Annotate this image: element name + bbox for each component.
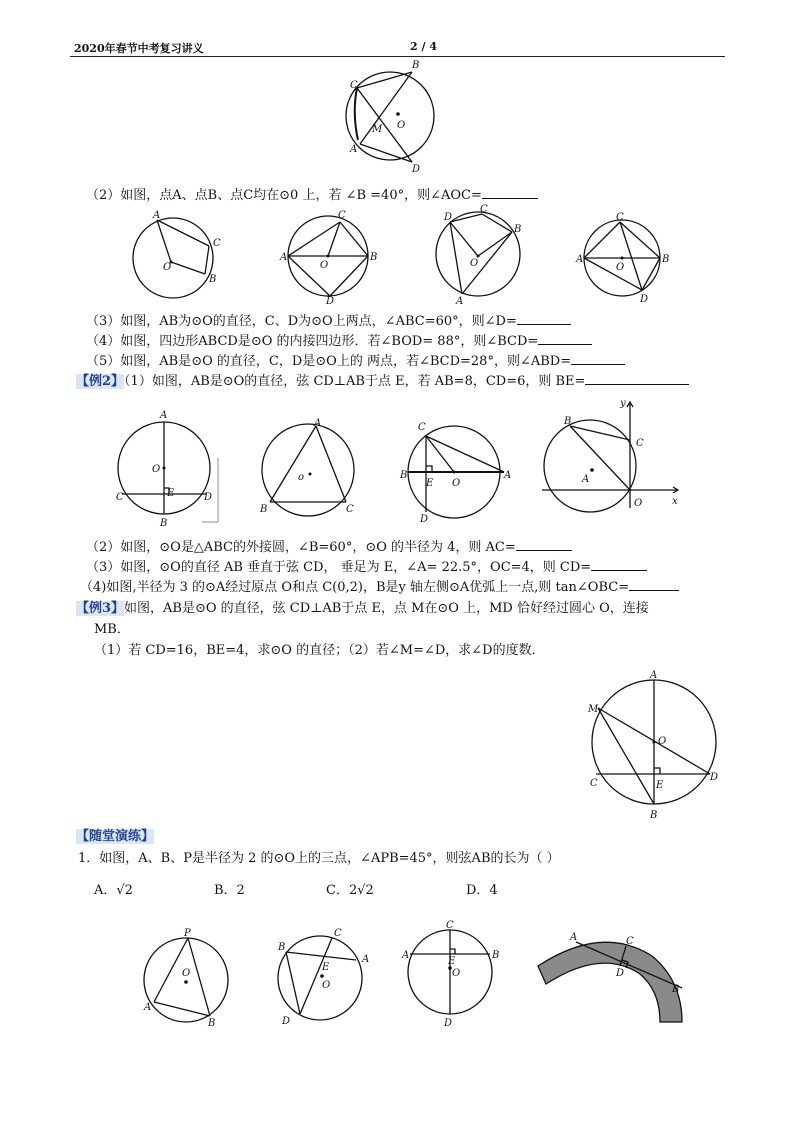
question-3: [86, 312, 571, 331]
label-o: O: [322, 980, 331, 991]
header-page-number: 2 / 4: [410, 40, 437, 53]
label-o: O: [163, 262, 172, 273]
label-c: C: [338, 210, 346, 221]
label-b: B: [278, 942, 286, 953]
example-2-q3-text: （3）如图，⊙O的直径 AB 垂直于弦 CD， 垂足为 E，∠A= 22.5°，OC=4，则 CD=: [86, 560, 592, 575]
figure-ex2-4: [540, 396, 690, 516]
question-5-text: （5）如图，AB是⊙O 的直径，C，D是⊙O上的 两点，若∠BCD=28°，则∠ABD=: [86, 354, 572, 369]
option-d[interactable]: D．4: [466, 883, 498, 898]
label-d: D: [444, 1018, 453, 1029]
label-o: O: [616, 262, 625, 273]
label-d: D: [282, 1016, 291, 1027]
figure-ex2-1: [112, 408, 222, 528]
label-o: O: [397, 120, 406, 131]
label-c: C: [418, 422, 426, 433]
example-2-q1: [76, 372, 689, 391]
label-o: o: [298, 472, 305, 483]
label-o: O: [634, 498, 643, 509]
label-x: x: [672, 496, 678, 507]
label-o: O: [658, 736, 667, 747]
figure-row1-1: [125, 208, 225, 300]
figure-ex2-2: [256, 416, 362, 522]
question-5: [86, 352, 625, 371]
label-c: C: [626, 936, 634, 947]
example-2-q1-text: （1）如图，AB是⊙O的直径，弦 CD⊥AB于点 E，若 AB=8，CD=6，则 BE=: [124, 374, 586, 389]
label-d: D: [710, 772, 719, 783]
label-e: E: [448, 956, 456, 967]
label-d: D: [420, 514, 429, 525]
header-rule: [70, 56, 725, 57]
example-3-line1-text: 如图，AB是⊙O 的直径，弦 CD⊥AB于点 E，点 M在⊙O 上，MD 恰好经过圆心 O，连接: [124, 601, 649, 616]
label-d: D: [412, 164, 421, 175]
answer-blank[interactable]: [538, 332, 592, 345]
label-a: A: [350, 144, 358, 155]
practice-tag-label: 【随堂演练】: [76, 829, 155, 844]
label-b: B: [662, 254, 670, 265]
label-c: C: [116, 492, 124, 503]
label-a: A: [650, 670, 658, 681]
label-m: M: [372, 124, 383, 135]
option-b[interactable]: B．2: [214, 883, 245, 898]
option-c[interactable]: C．2√2: [326, 883, 374, 898]
label-a: A: [314, 418, 322, 429]
label-d: D: [204, 492, 213, 503]
question-4: [86, 332, 592, 351]
label-b: B: [650, 810, 658, 821]
label-a: A: [576, 254, 584, 265]
label-c: C: [334, 928, 342, 939]
label-m: M: [588, 704, 599, 715]
figure-ex2-3: [396, 406, 516, 526]
label-d: D: [326, 296, 335, 307]
example-3-line1: [76, 600, 649, 618]
label-o: O: [320, 260, 329, 271]
label-b: B: [209, 274, 217, 285]
label-a: A: [582, 474, 590, 485]
example-3-tag: 【例3】: [76, 601, 125, 616]
label-d: D: [640, 294, 649, 305]
label-b: B: [208, 1018, 216, 1029]
question-2: [86, 186, 538, 205]
example-2-q4-text: （4)如图,半径为 3 的⊙A经过原点 O和点 C(0,2)，B是y 轴左侧⊙A优弧上一点,则 tan∠OBC=: [80, 580, 630, 595]
label-a: A: [402, 950, 410, 961]
example-3-line3: （1）若 CD=16，BE=4，求⊙O 的直径；（2）若∠M=∠D，求∠D的度数．: [94, 643, 545, 658]
practice-tag: [76, 828, 154, 846]
label-e: E: [426, 478, 434, 489]
label-b: B: [160, 518, 168, 529]
label-o: O: [470, 258, 479, 269]
figure-practice-2: [270, 926, 380, 1028]
label-o: O: [452, 478, 461, 489]
label-d: D: [444, 212, 453, 223]
label-c: C: [446, 920, 454, 931]
label-b: B: [370, 252, 378, 263]
answer-blank[interactable]: [591, 558, 647, 571]
label-b: B: [514, 224, 522, 235]
label-a: A: [144, 1002, 152, 1013]
label-b: B: [564, 416, 572, 427]
figure-row1-2: [280, 208, 380, 307]
label-o: O: [152, 464, 161, 475]
example-3-line2: MB．: [94, 622, 130, 637]
label-c: C: [590, 778, 598, 789]
label-c: C: [616, 212, 624, 223]
figure-ex3: [584, 668, 724, 820]
label-a: A: [504, 470, 512, 481]
label-a: A: [280, 252, 288, 263]
figure-practice-1: [138, 926, 238, 1028]
figure-practice-3: [400, 916, 500, 1028]
figure-row1-3: [432, 204, 532, 307]
label-c: C: [346, 504, 354, 515]
example-2-q2: [86, 538, 572, 557]
example-2-q3: [86, 558, 647, 577]
answer-blank[interactable]: [516, 538, 572, 551]
label-e: E: [322, 962, 330, 973]
label-o: O: [452, 968, 461, 979]
answer-blank[interactable]: [629, 578, 679, 591]
label-e: E: [656, 780, 664, 791]
answer-blank[interactable]: [482, 186, 538, 199]
label-y: y: [620, 398, 626, 409]
label-c: C: [636, 438, 644, 449]
label-d: D: [616, 968, 625, 979]
answer-blank[interactable]: [571, 352, 625, 365]
answer-blank[interactable]: [585, 372, 689, 385]
label-e: E: [167, 488, 175, 499]
example-2-q4: [80, 578, 679, 597]
label-c: C: [213, 238, 221, 249]
header-title: 2020年春节中考复习讲义: [74, 42, 204, 55]
label-p: P: [184, 928, 191, 939]
answer-blank[interactable]: [517, 312, 571, 325]
label-a: A: [362, 954, 370, 965]
label-a: A: [153, 210, 161, 221]
option-a[interactable]: A．√2: [94, 883, 133, 898]
question-2-text: （2）如图，点A、点B、点C均在⊙0 上，若 ∠B =40°，则∠AOC=: [86, 188, 482, 203]
question-3-text: （3）如图，AB为⊙O的直径，C、D为⊙O上两点，∠ABC=60°，则∠D=: [86, 314, 517, 329]
figure-practice-4-arch: [532, 926, 692, 1026]
label-b: B: [412, 60, 420, 71]
label-o: O: [182, 968, 191, 979]
figure-row1-4: [576, 212, 676, 304]
label-c: C: [480, 204, 488, 215]
example-2-tag: 【例2】: [76, 374, 125, 389]
label-a: A: [570, 932, 578, 943]
label-b: B: [260, 504, 268, 515]
question-4-text: （4）如图，四边形ABCD是⊙O 的内接四边形．若∠BOD= 88°，则∠BCD=: [86, 334, 539, 349]
example-2-q2-text: （2）如图，⊙O是△ABC的外接圆，∠B=60°，⊙O 的半径为 4，则 AC=: [86, 540, 516, 555]
figure-top-circle: [340, 58, 440, 178]
label-b: B: [672, 984, 680, 995]
label-b: B: [492, 950, 500, 961]
label-a: A: [160, 410, 168, 421]
practice-q1: 1．如图，A、B、P是半径为 2 的⊙O上的三点，∠APB=45°，则弦AB的长为（ ）: [78, 851, 560, 866]
label-a: A: [456, 296, 464, 307]
label-c: C: [350, 80, 358, 91]
label-b: B: [400, 470, 408, 481]
